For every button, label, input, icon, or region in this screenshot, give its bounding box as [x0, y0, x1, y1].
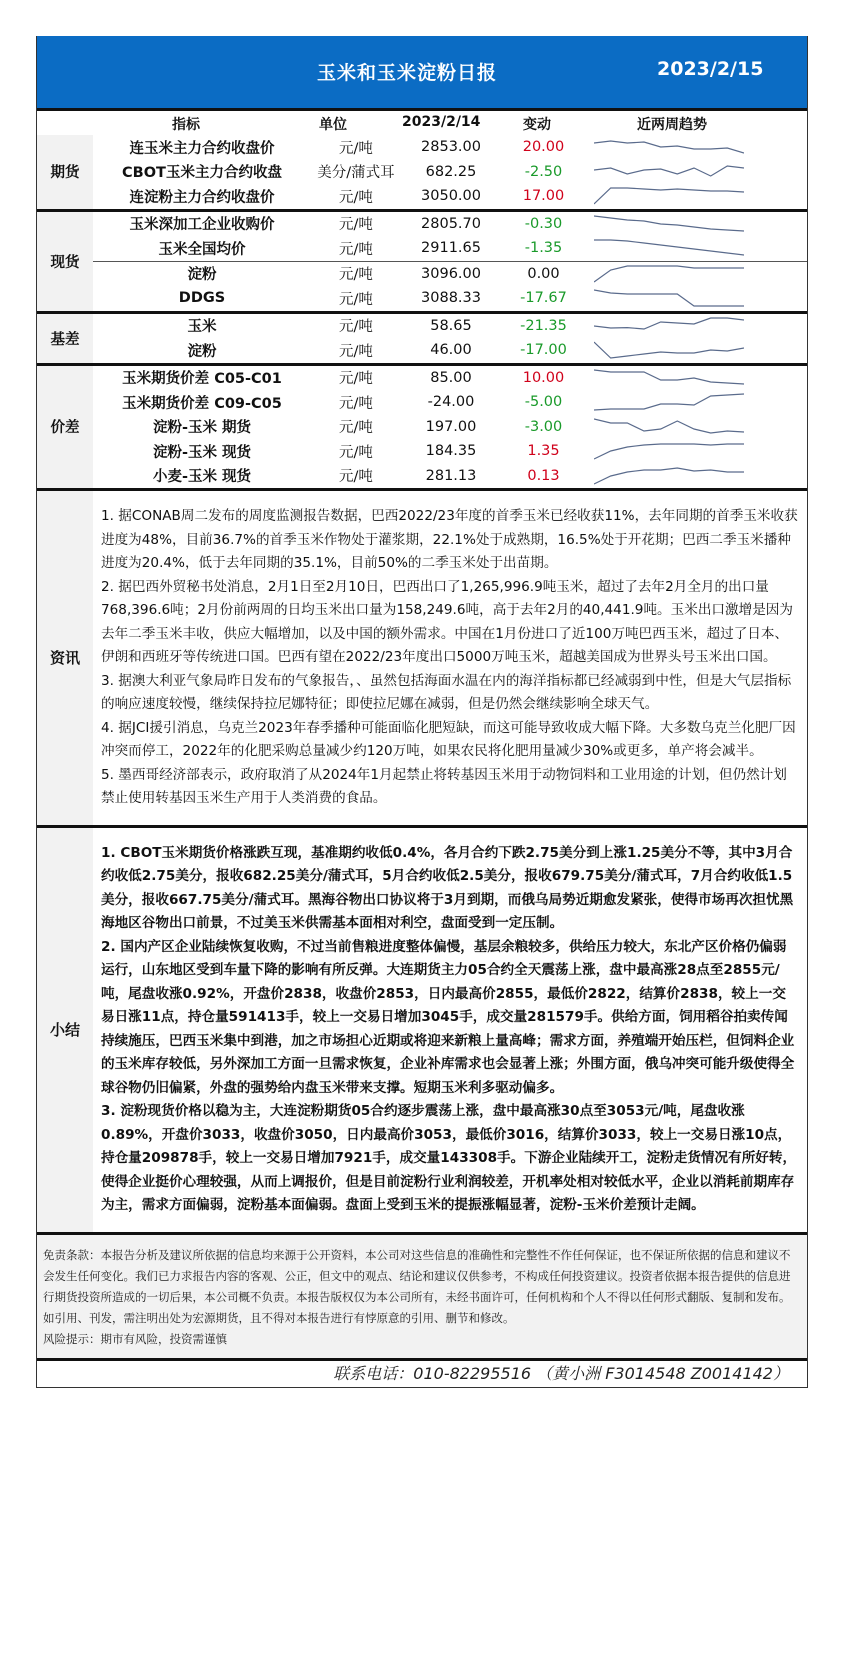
indicator-table — [37, 135, 807, 488]
indicator-name: DDGS — [178, 290, 226, 307]
value: -24.00 — [427, 394, 475, 411]
news-paragraph: 5. 墨西哥经济部表示，政府取消了从2024年1月起禁止将转基因玉米用于动物饲料和工业用途的计划，但仍然计划禁止使用转基因玉米生产用于人类消费的食品。 — [101, 766, 787, 806]
table-row — [37, 439, 807, 464]
value: 3096.00 — [401, 261, 501, 286]
column-header-indicator: 指标 — [172, 117, 200, 133]
indicator-name: 玉米全国均价 — [158, 241, 246, 258]
unit: 元/吨 — [339, 189, 373, 206]
trend-cell — [586, 464, 807, 489]
change: -5.00 — [524, 394, 563, 411]
value: 58.65 — [401, 312, 501, 338]
change: -17.67 — [520, 290, 567, 307]
table-row — [37, 464, 807, 489]
trend-cell — [586, 338, 807, 364]
table-row — [37, 312, 807, 338]
indicator-name: 淀粉 — [187, 343, 217, 360]
news-section — [37, 488, 807, 825]
trend-cell — [586, 261, 807, 286]
trend-cell — [586, 439, 807, 464]
indicator-name: 玉米深加工企业收购价 — [93, 210, 311, 236]
table-row — [37, 135, 807, 160]
category-label: 价差 — [37, 364, 93, 488]
sparkline-chart — [594, 163, 744, 181]
change: -1.35 — [524, 240, 563, 257]
sparkline-chart — [594, 467, 744, 485]
trend-cell — [586, 390, 807, 415]
indicator-name: 玉米期货价差 C05-C01 — [93, 364, 311, 390]
indicator-name: 淀粉-玉米 现货 — [152, 444, 252, 461]
unit: 元/吨 — [339, 343, 373, 360]
trend-cell — [586, 160, 807, 185]
unit: 元/吨 — [311, 210, 401, 236]
summary-section — [37, 825, 807, 1232]
unit: 元/吨 — [339, 469, 373, 486]
change: -17.00 — [520, 342, 567, 359]
news-paragraph: 4. 据JCI援引消息，乌克兰2023年春季播种可能面临化肥短缺，而这可能导致收成大幅下降。大多数乌克兰化肥厂因冲突而停工，2022年的化肥采购总量减少约120万吨，如果农民将化肥用量减少30%或更多，单产将会减半。 — [101, 719, 796, 759]
indicator-name: 小麦-玉米 现货 — [152, 469, 252, 486]
value: 184.35 — [425, 443, 477, 460]
table-row — [37, 184, 807, 210]
summary-paragraph: 2. 国内产区企业陆续恢复收购，不过当前售粮进度整体偏慢，基层余粮较多，供给压力较大，东北产区价格仍偏弱运行，山东地区受到车量下降的影响有所反弹。大连期货主力05合约全天震荡上涨，盘中最高涨28点至2855元/吨，尾盘收涨0.92%，开盘价2838，收盘价2853，日内最高价2855，最低价2822，结算价2838，较上一交易日涨11点，持仓量591413手，较上一交易日增加3045手，成交量281579手。供给方面，饲用稻谷拍卖传闻持续施压，巴西玉米集中到港，加之市场担心近期或将迎来新粮上量高峰；需求方面，养殖端开始压栏，但饲料企业的玉米库存较低，另外深加工方面一旦需求恢复，企业补库需求也会显著上涨；外围方面，俄乌冲突可能升级使得全球谷物仍旧偏紧，外盘的强势给内盘玉米带来支撑。短期玉米利多驱动偏多。 — [101, 938, 795, 1096]
unit: 元/吨 — [339, 241, 373, 258]
unit: 元/吨 — [339, 395, 373, 412]
value: 3088.33 — [421, 290, 481, 307]
table-row — [37, 210, 807, 236]
value: 682.25 — [425, 163, 477, 180]
sparkline-chart — [594, 187, 744, 205]
summary-paragraph: 1. CBOT玉米期货价格涨跌互现，基准期约收低0.4%，各月合约下跌2.75美分到上涨1.25美分不等，其中3月合约收低2.75美分，报收682.25美分/蒲式耳，5月合约收低2.5美分，报收679.75美分/蒲式耳，7月合约收低1.5美分，报收667.75美分/蒲式耳。黑海谷物出口协议将于3月到期，而俄乌局势近期愈发紧张，使得市场再次担忧黑海地区谷物出口前景，不过美玉米供需基本面相对利空，盘面受到一定压制。 — [101, 844, 794, 931]
value: 85.00 — [401, 364, 501, 390]
disclaimer-text: 免责条款：本报告分析及建议所依据的信息均来源于公开资料，本公司对这些信息的准确性和完整性不作任何保证，也不保证所依据的信息和建议不会发生任何变化。我们已力求报告内容的客观、公正，但文中的观点、结论和建议仅供参考，不构成任何投资建议。投资者依据本报告提供的信息进行期货投资所造成的一切后果，本公司概不负责。本报告版权仅为本公司所有，未经书面许可，任何机构和个人不得以任何形式翻版、复制和发布。如引用、刊发，需注明出处为宏源期货，且不得对本报告进行有悖原意的引用、删节和修改。 — [43, 1247, 791, 1325]
column-header-unit: 单位 — [319, 117, 347, 133]
value: 281.13 — [425, 467, 477, 484]
table-column-headers — [37, 111, 807, 135]
trend-cell — [586, 415, 807, 440]
news-paragraph: 2. 据巴西外贸秘书处消息，2月1日至2月10日，巴西出口了1,265,996.9吨玉米，超过了去年2月全月的出口量768,396.6吨；2月份前两周的日均玉米出口量为158,249.6吨，高于去年2月的40,441.9吨。玉米出口激增是因为去年二季玉米丰收，供应大幅增加，以及中国的额外需求。中国在1月份进口了近100万吨巴西玉米，超过了日本、伊朗和西班牙等传统进口国。巴西有望在2022/23年度出口5000万吨玉米，超越美国成为世界头号玉米出口国。 — [101, 578, 793, 665]
unit: 美分/蒲式耳 — [317, 165, 395, 182]
sparkline-chart — [594, 289, 744, 307]
summary-category-label: 小结 — [37, 828, 93, 1232]
change: 0.00 — [501, 261, 586, 286]
indicator-name: 淀粉-玉米 期货 — [152, 420, 252, 437]
unit: 元/吨 — [339, 420, 373, 437]
sparkline-chart — [594, 239, 744, 257]
column-header-date: 2023/2/14 — [402, 114, 481, 130]
sparkline-chart — [594, 442, 744, 460]
value: 2853.00 — [421, 139, 481, 156]
change: -0.30 — [501, 210, 586, 236]
risk-warning: 风险提示：期市有风险，投资需谨慎 — [43, 1331, 227, 1346]
sparkline-chart — [594, 393, 744, 411]
unit: 元/吨 — [339, 444, 373, 461]
category-label: 期货 — [37, 135, 93, 210]
value: 2805.70 — [401, 210, 501, 236]
sparkline-chart — [594, 418, 744, 436]
column-header-change: 变动 — [523, 117, 551, 133]
value: 197.00 — [425, 418, 477, 435]
table-row — [37, 236, 807, 261]
disclaimer-section — [37, 1232, 807, 1358]
news-paragraph: 3. 据澳大利亚气象局昨日发布的气象报告，、虽然包括海面水温在内的海洋指标都已经减弱到中性，但是大气层指标的响应速度较慢，继续保持拉尼娜特征；即使拉尼娜在减弱，但是仍然会继续影响全球天气。 — [101, 672, 792, 712]
category-label: 基差 — [37, 312, 93, 364]
table-row — [37, 286, 807, 312]
indicator-name: 玉米期货价差 C09-C05 — [122, 395, 282, 412]
news-body — [93, 491, 807, 825]
summary-paragraph: 3. 淀粉现货价格以稳为主，大连淀粉期货05合约逐步震荡上涨，盘中最高涨30点至3053元/吨，尾盘收涨0.89%，开盘价3033，收盘价3050，日内最高价3053，最低价3016，结算价3033，较上一交易日涨10点，持仓量209878手，较上一交易日增加7921手，成交量143308手。下游企业陆续开工，淀粉走货情况有所好转，使得企业挺价心理较强，从而上调报价，但是目前淀粉行业利润较差，开机率处相对较低水平，企业以消耗前期库存为主，需求方面偏弱，淀粉基本面偏弱。盘面上受到玉米的提振涨幅显著，淀粉-玉米价差预计走阔。 — [101, 1103, 797, 1213]
trend-cell — [586, 210, 807, 236]
table-row — [37, 415, 807, 440]
news-paragraph: 1. 据CONAB周二发布的周度监测报告数据，巴西2022/23年度的首季玉米已经收获11%，去年同期的首季玉米收获进度为48%，目前36.7%的首季玉米作物处于灌浆期，22.1%处于成熟期，16.5%处于开花期；巴西二季玉米播种进度为20.4%，低于去年同期的35.1%，目前50%的二季玉米处于出苗期。 — [101, 508, 798, 571]
unit: 元/吨 — [311, 364, 401, 390]
trend-cell — [586, 135, 807, 160]
table-row — [37, 390, 807, 415]
unit: 元/吨 — [311, 261, 401, 286]
value: 3050.00 — [421, 188, 481, 205]
change: 0.13 — [527, 467, 560, 484]
sparkline-chart — [594, 369, 744, 387]
change: 1.35 — [527, 443, 560, 460]
table-row — [37, 261, 807, 286]
news-category-label: 资讯 — [37, 491, 93, 825]
sparkline-chart — [594, 265, 744, 283]
indicator-name: 连玉米主力合约收盘价 — [129, 140, 275, 157]
unit: 元/吨 — [311, 312, 401, 338]
indicator-name: 淀粉 — [93, 261, 311, 286]
trend-cell — [586, 236, 807, 261]
table-row — [37, 364, 807, 390]
change: 10.00 — [501, 364, 586, 390]
value: 2911.65 — [421, 240, 481, 257]
report-date: 2023/2/15 — [657, 58, 764, 80]
trend-cell — [586, 286, 807, 312]
indicator-name: CBOT玉米主力合约收盘 — [122, 165, 282, 182]
table-row — [37, 160, 807, 185]
sparkline-chart — [594, 341, 744, 359]
report-header — [37, 36, 807, 108]
trend-cell — [586, 312, 807, 338]
report-page — [36, 36, 808, 1388]
change: -3.00 — [524, 418, 563, 435]
category-label: 现货 — [37, 210, 93, 312]
contact-line: 联系电话：010-82295516 （黄小洲 F3014548 Z0014142） — [37, 1358, 807, 1388]
indicator-name: 玉米 — [93, 312, 311, 338]
summary-body — [93, 828, 807, 1232]
report-title: 玉米和玉米淀粉日报 — [317, 62, 498, 84]
trend-cell — [586, 364, 807, 390]
trend-cell — [586, 184, 807, 210]
change: -21.35 — [501, 312, 586, 338]
change: -2.50 — [524, 163, 563, 180]
indicator-name: 连淀粉主力合约收盘价 — [129, 189, 275, 206]
table-row — [37, 338, 807, 364]
unit: 元/吨 — [339, 140, 373, 157]
value: 46.00 — [430, 342, 472, 359]
change: 20.00 — [522, 139, 565, 156]
unit: 元/吨 — [339, 291, 373, 308]
column-header-trend: 近两周趋势 — [637, 117, 707, 133]
change: 17.00 — [522, 188, 565, 205]
sparkline-chart — [594, 317, 744, 335]
sparkline-chart — [594, 138, 744, 156]
sparkline-chart — [594, 215, 744, 233]
